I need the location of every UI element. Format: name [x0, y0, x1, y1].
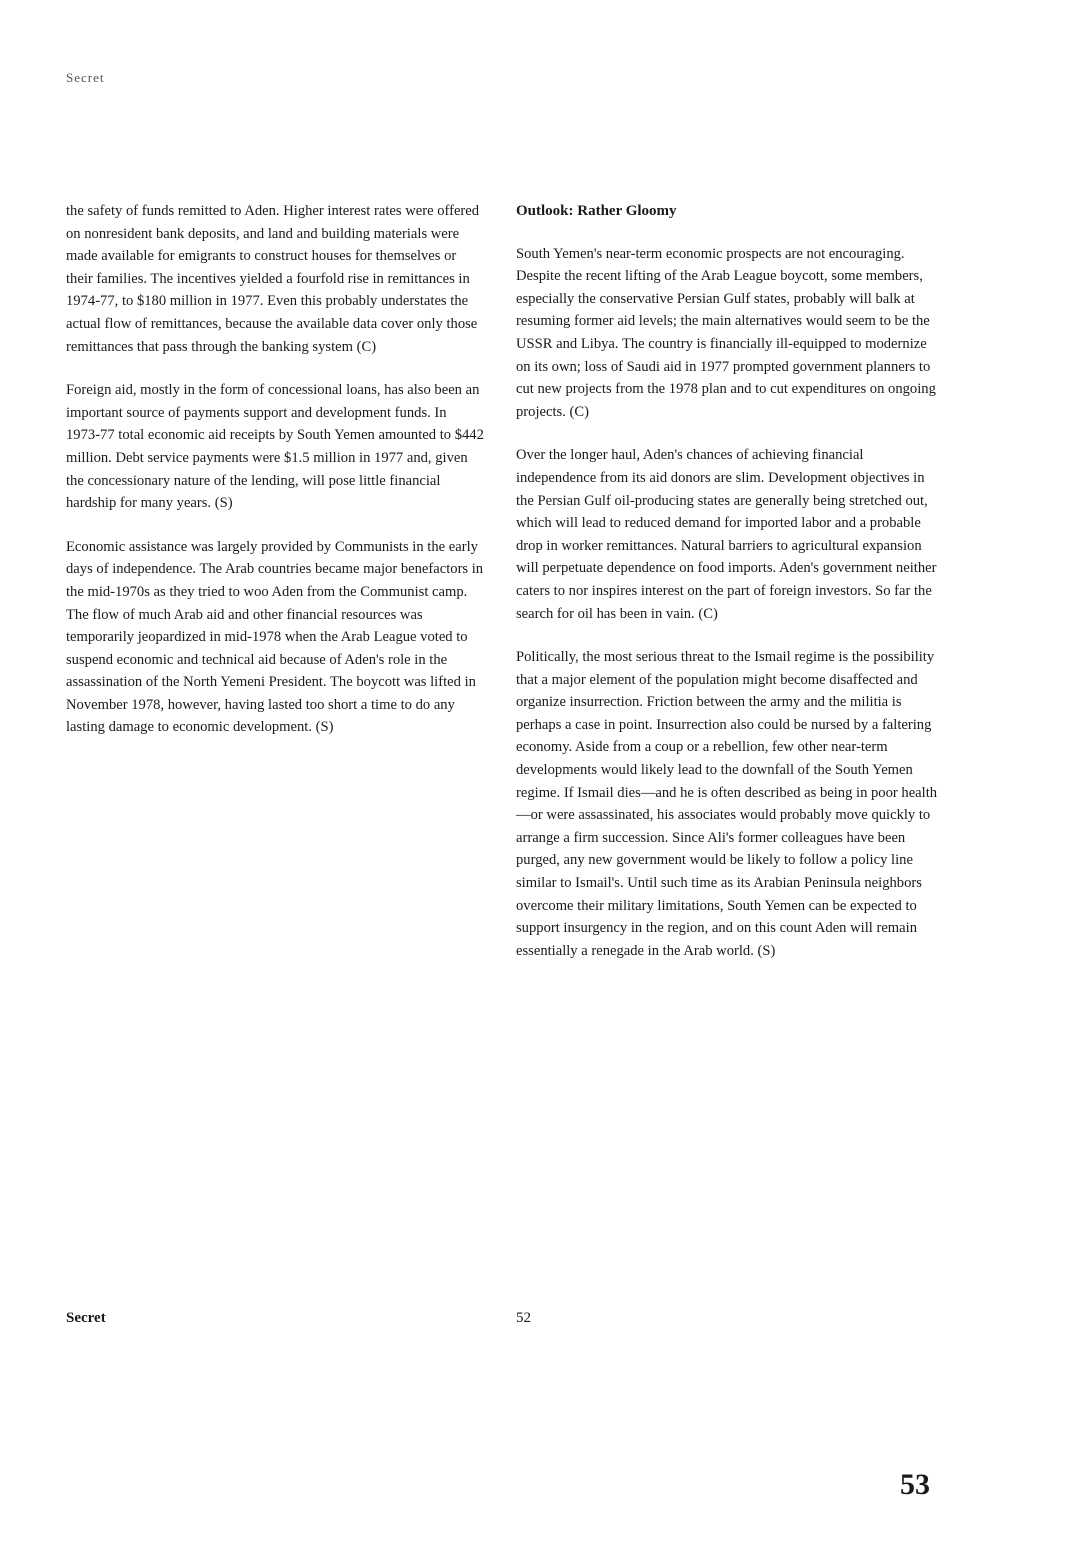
paragraph: Foreign aid, mostly in the form of concessional loans, has also been an important source of payments support and development funds. In 1973-77 total economic aid receipts by South Yemen amounted to $442 million. Debt service payments were $1.5 million in 1977 and, given the concessionary nature of the lending, will pose little financial hardship for many years. (S) [66, 382, 484, 512]
paragraph: South Yemen's near-term economic prospects are not encouraging. Despite the recent lifting of the Arab League boycott, some members, especially the conservative Persian Gulf states, probably will balk at resuming former aid levels; the main alternatives would seem to be the USSR and Libya. The country is financially ill-equipped to modernize on its own; loss of Saudi aid in 1977 prompted government planners to cut new projects from the 1978 plan and to cut expenditures on ongoing projects. (C) [516, 245, 936, 420]
right-column [516, 200, 944, 983]
header-classification: Secret [66, 70, 105, 85]
section-heading: Outlook: Rather Gloomy [516, 203, 677, 219]
left-column [66, 200, 484, 760]
page-number: 53 [900, 1468, 930, 1501]
paragraph: Over the longer haul, Aden's chances of achieving financial independence from its aid donors are slim. Development objectives in the Persian Gulf oil-producing states are generally being stretched out, which will lead to reduced demand for imported labor and a probable drop in worker remittances. Natural barriers to agricultural expansion will perpetuate dependence on food imports. Aden's government neither caters to nor inspires interest on the part of foreign investors. So far the search for oil has been in vain. (C) [516, 447, 937, 622]
paragraph: Economic assistance was largely provided by Communists in the early days of independence. The Arab countries became major benefactors in the mid-1970s as they tried to woo Aden from the Communist camp. The flow of much Arab aid and other financial resources was temporarily jeopardized in mid-1978 when the Arab League voted to suspend economic and technical aid because of Aden's role in the assassination of the North Yemeni President. The boycott was lifted in November 1978, however, having lasted too short a time to do any lasting damage to economic development. (S) [66, 538, 484, 736]
paragraph: Politically, the most serious threat to the Ismail regime is the possibility that a major element of the population might become disaffected and organize insurrection. Friction between the army and the militia is perhaps a case in point. Insurrection also could be nursed by a faltering economy. Aside from a coup or a rebellion, few other near-term developments would likely lead to the downfall of the South Yemen regime. If Ismail dies—and he is often described as being in poor health—or were assassinated, his associates would probably move quickly to arrange a firm succession. Since Ali's former colleagues have been purged, any new government would be likely to follow a policy line similar to Ismail's. Until such time as its Arabian Peninsula neighbors overcome their military limitations, South Yemen can be expected to support insurgency in the region, and on this count Aden will remain essentially a renegade in the Arab world. (S) [516, 649, 938, 959]
footer-classification: Secret [66, 1310, 106, 1326]
footer-internal-page: 52 [516, 1310, 531, 1326]
paragraph: the safety of funds remitted to Aden. Higher interest rates were offered on nonresident bank deposits, and land and building materials were made available for emigrants to construct houses for themselves or their families. The incentives yielded a fourfold rise in remittances in 1974-77, to $180 million in 1977. Even this probably understates the actual flow of remittances, because the available data cover only those remittances that pass through the banking system (C) [66, 203, 480, 355]
